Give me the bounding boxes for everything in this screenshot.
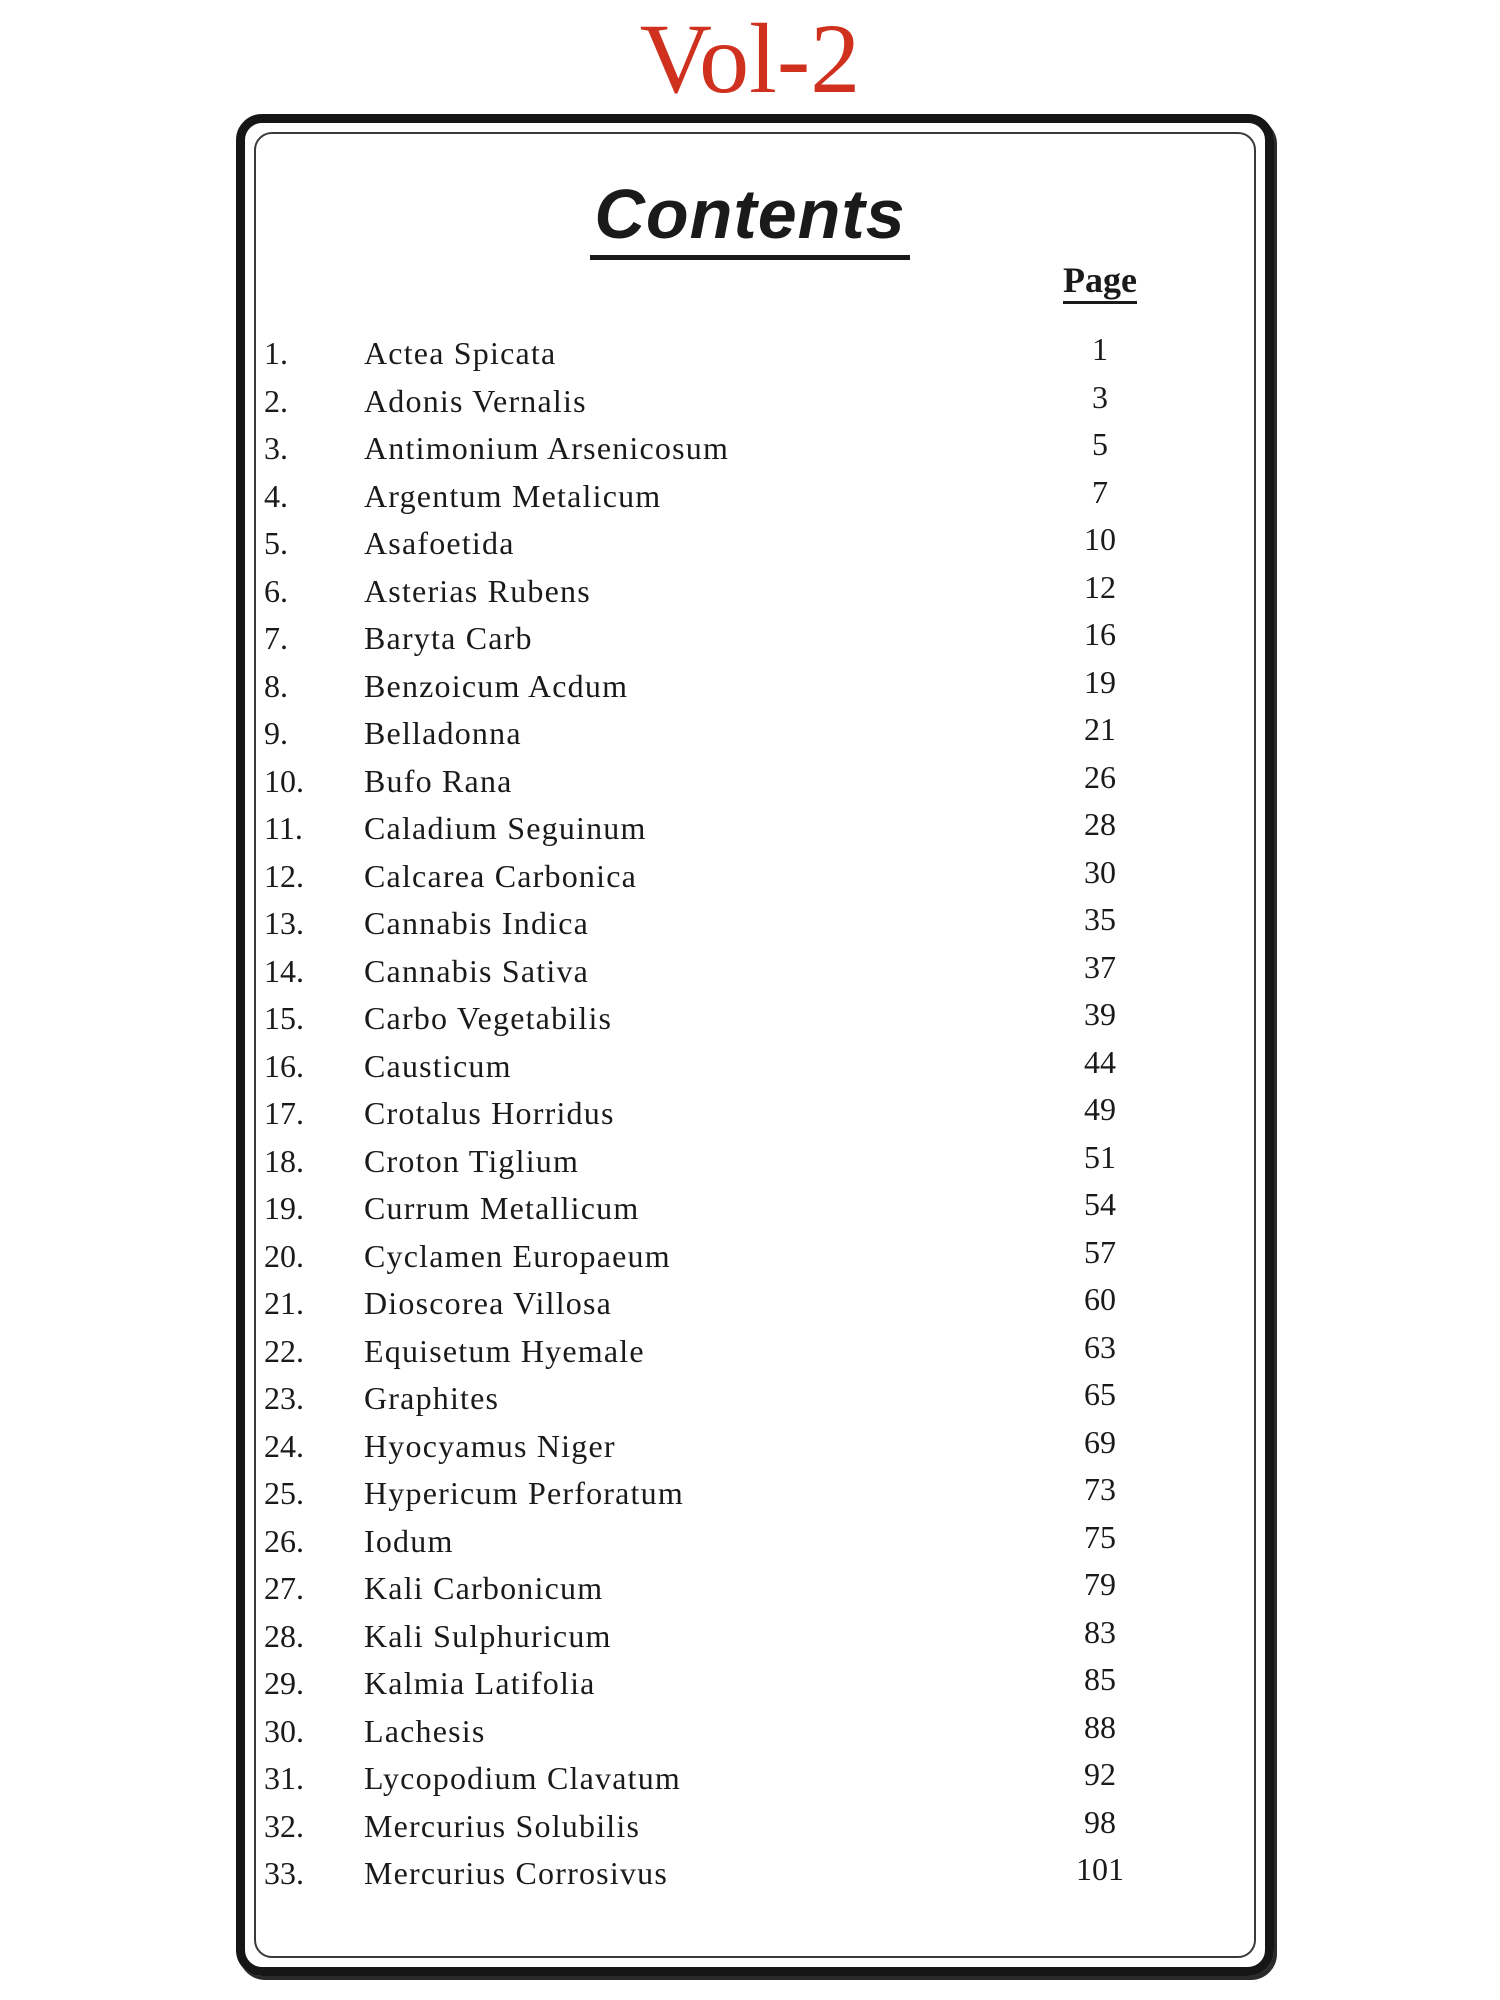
toc-entry — [0, 1803, 1500, 1851]
toc-entry-number: 3. — [264, 430, 288, 466]
toc-entry-number: 23. — [264, 1380, 304, 1416]
contents-heading-text: Contents — [590, 175, 909, 260]
toc-entry-number: 10. — [264, 762, 304, 799]
toc-entry — [0, 330, 1500, 378]
toc-entry-page: 63 — [1084, 1328, 1116, 1365]
toc-entry-page: 85 — [1084, 1661, 1116, 1697]
toc-entry-page: 75 — [1084, 1518, 1116, 1555]
toc-entry — [0, 1518, 1500, 1566]
toc-entry — [0, 1470, 1500, 1518]
volume-title: Vol-2 — [639, 3, 861, 114]
toc-entry-title: Lachesis — [364, 1712, 486, 1749]
toc-entry-page: 30 — [1084, 853, 1116, 890]
toc-entry-number: 24. — [264, 1427, 304, 1464]
toc-entry-page: 1 — [1092, 331, 1108, 367]
toc-entry-title: Lycopodium Clavatum — [364, 1760, 681, 1796]
toc-list — [0, 330, 1500, 1898]
toc-entry — [0, 1423, 1500, 1471]
toc-entry-page: 37 — [1084, 948, 1116, 985]
toc-entry-number: 30. — [264, 1712, 304, 1749]
toc-entry-title: Hyocyamus Niger — [364, 1427, 616, 1464]
toc-entry-page: 39 — [1084, 996, 1116, 1032]
toc-entry-page: 88 — [1084, 1708, 1116, 1745]
toc-entry-title: Graphites — [364, 1380, 500, 1416]
toc-entry-page: 54 — [1084, 1186, 1116, 1222]
toc-entry-page: 51 — [1084, 1138, 1116, 1175]
toc-entry-title: Antimonium Arsenicosum — [364, 430, 730, 466]
toc-entry — [0, 425, 1500, 473]
toc-entry — [0, 948, 1500, 996]
toc-entry — [0, 900, 1500, 948]
toc-entry-number: 29. — [264, 1665, 304, 1701]
toc-entry-title: Causticum — [364, 1047, 512, 1084]
toc-entry — [0, 1328, 1500, 1376]
toc-entry-title: Currum Metallicum — [364, 1190, 640, 1226]
toc-entry-page: 26 — [1084, 758, 1116, 795]
toc-entry-title: Cannabis Indica — [364, 905, 590, 941]
toc-entry-number: 26. — [264, 1522, 304, 1559]
toc-entry-page: 49 — [1084, 1091, 1116, 1127]
toc-entry-title: Iodum — [364, 1522, 454, 1559]
toc-entry-page: 83 — [1084, 1613, 1116, 1650]
toc-entry-page: 98 — [1084, 1803, 1116, 1840]
toc-entry-page: 65 — [1084, 1376, 1116, 1412]
toc-entry-number: 31. — [264, 1760, 304, 1796]
toc-entry-page: 79 — [1084, 1566, 1116, 1602]
toc-entry-title: Mercurius Corrosivus — [364, 1855, 668, 1891]
toc-entry-number: 11. — [264, 810, 303, 846]
toc-entry-number: 15. — [264, 1000, 304, 1036]
toc-entry-title: Mercurius Solubilis — [364, 1807, 641, 1844]
page-column-label: Page — [1063, 260, 1137, 304]
toc-entry-number: 28. — [264, 1617, 304, 1654]
toc-entry-title: Hypericum Perforatum — [364, 1475, 684, 1511]
toc-entry — [0, 1613, 1500, 1661]
toc-entry — [0, 805, 1500, 853]
toc-entry-page: 101 — [1076, 1851, 1124, 1887]
toc-entry-number: 33. — [264, 1855, 304, 1891]
toc-entry-number: 12. — [264, 857, 304, 894]
toc-entry-title: Dioscorea Villosa — [364, 1285, 613, 1321]
toc-entry-title: Cyclamen Europaeum — [364, 1237, 671, 1274]
toc-entry-page: 12 — [1084, 568, 1116, 605]
toc-entry-title: Benzoicum Acdum — [364, 667, 629, 704]
toc-entry — [0, 1233, 1500, 1281]
toc-entry — [0, 1708, 1500, 1756]
toc-entry-page: 19 — [1084, 663, 1116, 700]
toc-entry-title: Asterias Rubens — [364, 572, 591, 609]
toc-entry-number: 8. — [264, 667, 288, 704]
toc-entry-number: 4. — [264, 477, 288, 514]
toc-entry-number: 7. — [264, 620, 288, 656]
toc-entry-number: 20. — [264, 1237, 304, 1274]
toc-entry-title: Equisetum Hyemale — [364, 1332, 645, 1369]
toc-entry — [0, 663, 1500, 711]
toc-entry-number: 2. — [264, 382, 288, 419]
toc-entry — [0, 568, 1500, 616]
toc-entry — [0, 1138, 1500, 1186]
toc-entry — [0, 1280, 1500, 1328]
toc-entry-number: 32. — [264, 1807, 304, 1844]
toc-entry-page: 21 — [1084, 711, 1116, 747]
toc-entry-page: 3 — [1092, 378, 1108, 415]
toc-entry-title: Calcarea Carbonica — [364, 857, 638, 894]
toc-entry-page: 69 — [1084, 1423, 1116, 1460]
toc-entry — [0, 1090, 1500, 1138]
toc-entry — [0, 1185, 1500, 1233]
toc-entry-page: 16 — [1084, 616, 1116, 652]
toc-entry-title: Asafoetida — [364, 525, 515, 561]
toc-entry — [0, 615, 1500, 663]
toc-entry-page: 57 — [1084, 1233, 1116, 1270]
toc-entry-number: 18. — [264, 1142, 304, 1179]
toc-entry — [0, 1375, 1500, 1423]
toc-entry — [0, 378, 1500, 426]
toc-entry-page: 35 — [1084, 901, 1116, 937]
toc-entry-number: 5. — [264, 525, 288, 561]
toc-entry — [0, 995, 1500, 1043]
toc-entry-title: Adonis Vernalis — [364, 382, 587, 419]
toc-entry-number: 1. — [264, 335, 288, 371]
toc-entry-number: 25. — [264, 1475, 304, 1511]
toc-entry-page: 92 — [1084, 1756, 1116, 1792]
toc-entry-title: Cannabis Sativa — [364, 952, 590, 989]
toc-entry-number: 14. — [264, 952, 304, 989]
toc-entry — [0, 1660, 1500, 1708]
toc-entry — [0, 520, 1500, 568]
toc-entry-title: Kali Carbonicum — [364, 1570, 604, 1606]
toc-entry-page: 10 — [1084, 521, 1116, 557]
toc-entry-page: 73 — [1084, 1471, 1116, 1507]
toc-entry — [0, 473, 1500, 521]
toc-entry-number: 17. — [264, 1095, 304, 1131]
toc-entry-page: 28 — [1084, 806, 1116, 842]
toc-entry-title: Actea Spicata — [364, 335, 557, 371]
toc-entry-title: Argentum Metalicum — [364, 477, 662, 514]
toc-entry-number: 13. — [264, 905, 304, 941]
toc-entry — [0, 1043, 1500, 1091]
toc-entry-title: Croton Tiglium — [364, 1142, 580, 1179]
toc-entry-page: 44 — [1084, 1043, 1116, 1080]
toc-entry-number: 19. — [264, 1190, 304, 1226]
toc-entry-title: Caladium Seguinum — [364, 810, 647, 846]
toc-entry-number: 22. — [264, 1332, 304, 1369]
toc-entry — [0, 758, 1500, 806]
toc-entry-title: Kalmia Latifolia — [364, 1665, 596, 1701]
toc-entry-title: Baryta Carb — [364, 620, 533, 656]
toc-entry-page: 7 — [1092, 473, 1108, 510]
toc-entry — [0, 853, 1500, 901]
contents-heading — [0, 174, 1500, 254]
toc-entry-number: 9. — [264, 715, 288, 751]
toc-entry-title: Crotalus Horridus — [364, 1095, 615, 1131]
toc-entry-title: Kali Sulphuricum — [364, 1617, 612, 1654]
toc-entry-page: 60 — [1084, 1281, 1116, 1317]
toc-entry-title: Belladonna — [364, 715, 522, 751]
toc-entry — [0, 1565, 1500, 1613]
toc-entry-page: 5 — [1092, 426, 1108, 462]
toc-entry-title: Carbo Vegetabilis — [364, 1000, 613, 1036]
toc-entry — [0, 710, 1500, 758]
toc-entry-number: 6. — [264, 572, 288, 609]
toc-entry-title: Bufo Rana — [364, 762, 513, 799]
toc-entry — [0, 1755, 1500, 1803]
toc-entry-number: 16. — [264, 1047, 304, 1084]
toc-entry — [0, 1850, 1500, 1898]
toc-entry-number: 27. — [264, 1570, 304, 1606]
page-column-heading — [1060, 258, 1140, 302]
toc-entry-number: 21. — [264, 1285, 304, 1321]
